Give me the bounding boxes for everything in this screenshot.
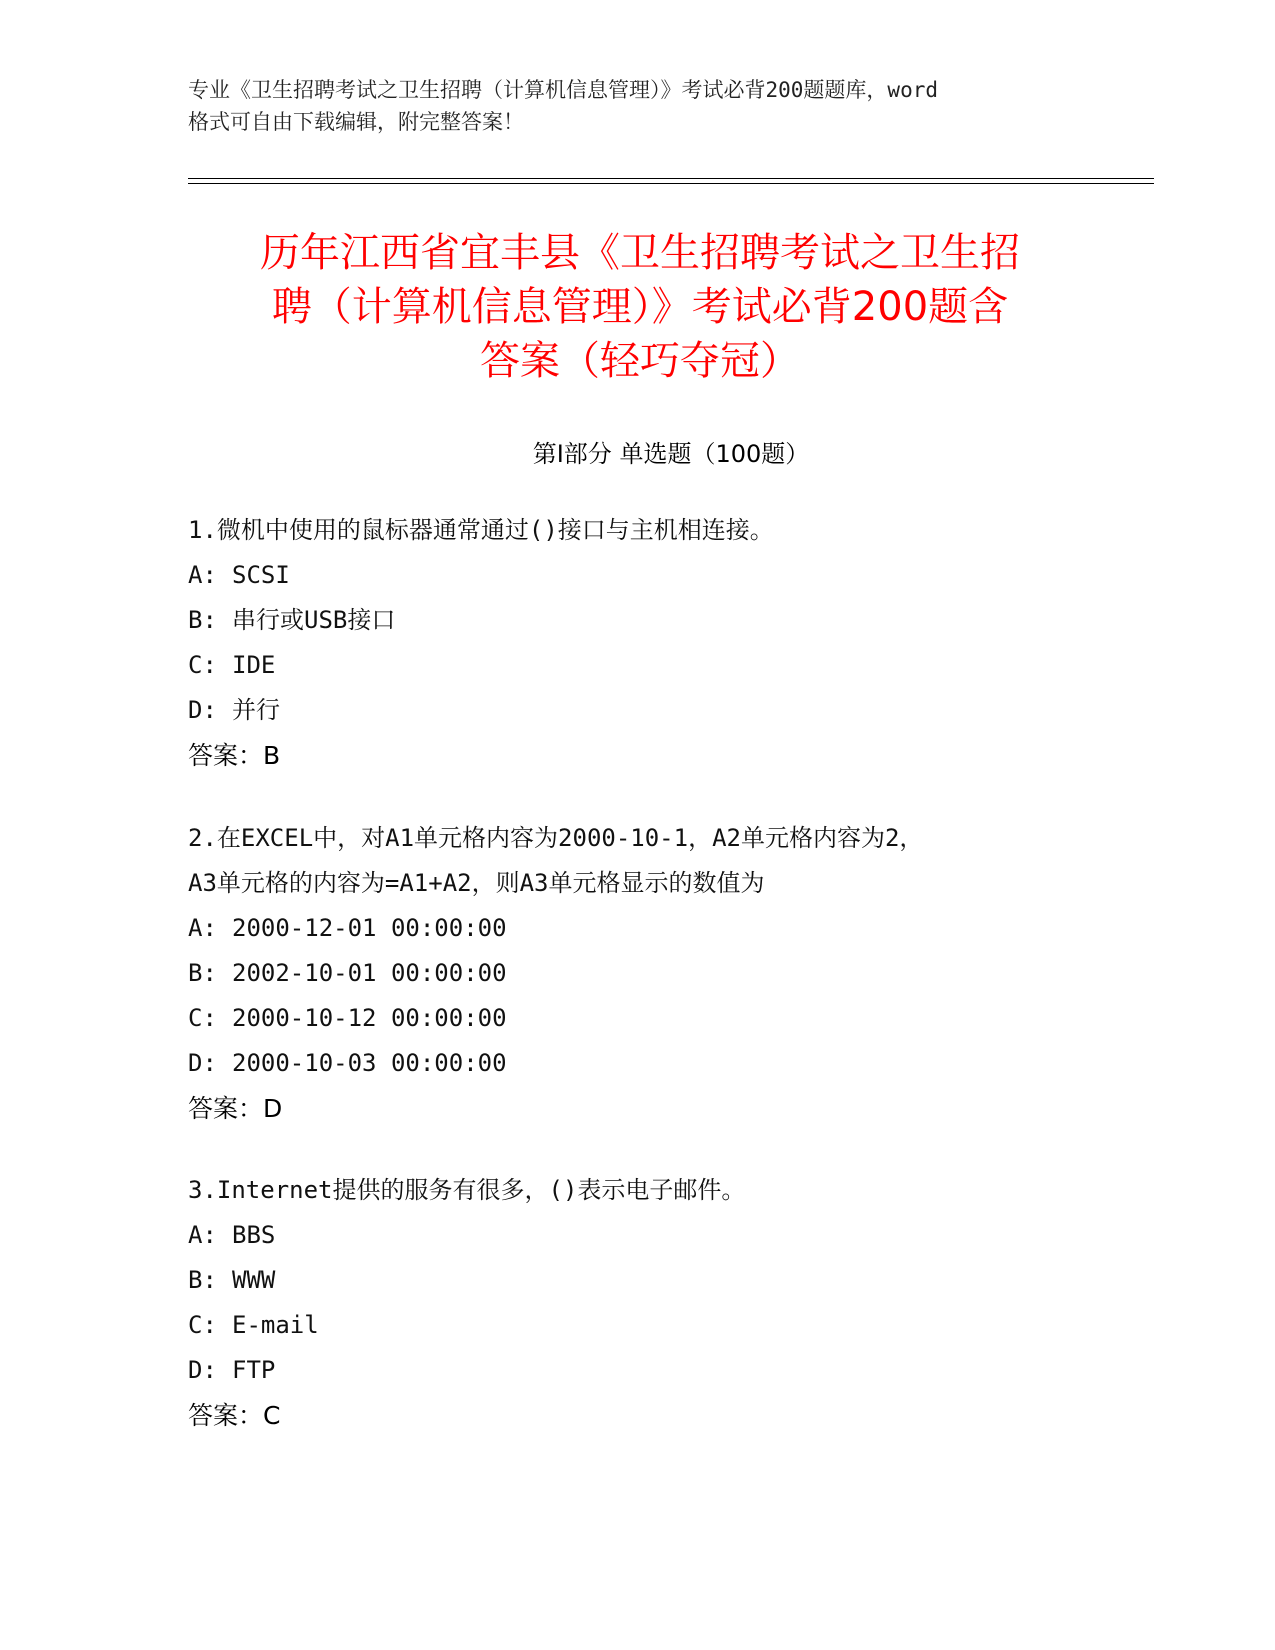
option-label: C:	[188, 1004, 217, 1032]
option-label: B:	[188, 1266, 217, 1294]
document-title-line-3: 答案（轻巧夺冠）	[480, 338, 800, 384]
option-text: 串行或USB接口	[232, 606, 396, 634]
answer: 答案：B	[188, 741, 281, 770]
option-b	[188, 598, 1088, 643]
option-label: A:	[188, 1221, 217, 1249]
option-c	[188, 1303, 1088, 1348]
option-a	[188, 553, 1088, 598]
option-a	[188, 1213, 1088, 1258]
option-label: D:	[188, 1356, 217, 1384]
option-text: 2000-10-03 00:00:00	[232, 1049, 507, 1077]
option-text: 2000-10-12 00:00:00	[232, 1004, 507, 1032]
question-2	[188, 816, 1088, 1131]
option-label: B:	[188, 606, 217, 634]
question-text-line-2: A3单元格的内容为=A1+A2，则A3单元格显示的数值为	[188, 869, 765, 897]
answer: 答案：C	[188, 1401, 281, 1430]
header-divider-top	[188, 178, 1154, 179]
option-c	[188, 996, 1088, 1041]
option-text: BBS	[232, 1221, 276, 1249]
document-title	[190, 226, 1090, 388]
question-text-line-1: 2.在EXCEL中，对A1单元格内容为2000-10-1，A2单元格内容为2，	[188, 824, 924, 852]
question-text: 1.微机中使用的鼠标器通常通过()接口与主机相连接。	[188, 516, 774, 544]
header-note	[188, 74, 1088, 138]
option-text: WWW	[232, 1266, 276, 1294]
option-text: 并行	[232, 696, 280, 724]
option-label: D:	[188, 696, 217, 724]
option-a	[188, 906, 1088, 951]
option-d	[188, 688, 1088, 733]
option-d	[188, 1041, 1088, 1086]
section-title: 第I部分 单选题（100题）	[532, 440, 810, 468]
option-b	[188, 951, 1088, 996]
option-label: C:	[188, 651, 217, 679]
document-title-line-1: 历年江西省宜丰县《卫生招聘考试之卫生招	[260, 230, 1020, 276]
option-label: A:	[188, 914, 217, 942]
option-text: FTP	[232, 1356, 276, 1384]
option-d	[188, 1348, 1088, 1393]
question-3	[188, 1168, 1088, 1438]
question-text: 3.Internet提供的服务有很多，()表示电子邮件。	[188, 1176, 746, 1204]
answer: 答案：D	[188, 1094, 283, 1123]
option-label: A:	[188, 561, 217, 589]
option-text: 2002-10-01 00:00:00	[232, 959, 507, 987]
option-label: B:	[188, 959, 217, 987]
option-text: E-mail	[232, 1311, 319, 1339]
option-c	[188, 643, 1088, 688]
document-title-line-2: 聘（计算机信息管理）》考试必背200题含	[271, 284, 1009, 330]
header-note-line-1: 专业《卫生招聘考试之卫生招聘（计算机信息管理）》考试必背200题题库，word	[188, 78, 938, 102]
header-note-line-2: 格式可自由下载编辑，附完整答案！	[188, 110, 524, 134]
option-text: SCSI	[232, 561, 290, 589]
option-text: IDE	[232, 651, 276, 679]
option-label: D:	[188, 1049, 217, 1077]
option-label: C:	[188, 1311, 217, 1339]
option-text: 2000-12-01 00:00:00	[232, 914, 507, 942]
header-divider-bottom	[188, 183, 1154, 184]
question-1	[188, 508, 1088, 778]
option-b	[188, 1258, 1088, 1303]
